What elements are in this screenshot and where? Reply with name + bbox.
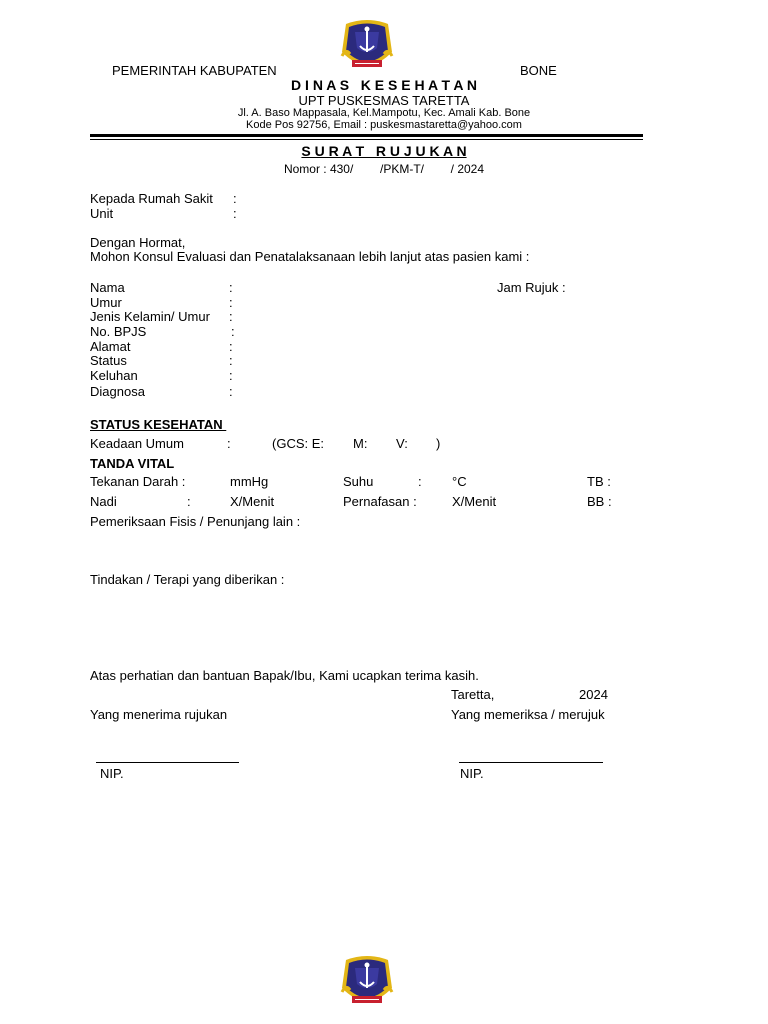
sender-label: Yang memeriksa / merujuk	[451, 707, 605, 722]
sign-year: 2024	[579, 687, 608, 702]
physical-exam-label: Pemeriksaan Fisis / Penunjang lain :	[90, 514, 301, 529]
kabupaten-label: PEMERINTAH KABUPATEN	[112, 63, 277, 78]
header-divider-thin	[90, 139, 643, 140]
field-label-keluhan: Keluhan	[90, 368, 138, 383]
height-label: TB :	[587, 474, 611, 489]
bone-regency-emblem-icon	[338, 954, 396, 1010]
status-heading: STATUS KESEHATAN	[90, 417, 227, 432]
jam-rujuk-label: Jam Rujuk :	[497, 280, 566, 295]
temperature-unit: °C	[452, 474, 467, 489]
keadaan-umum-colon: :	[227, 436, 231, 451]
hospital-label: Kepada Rumah Sakit	[90, 191, 213, 206]
sign-place: Taretta,	[451, 687, 495, 702]
field-label-bpjs: No. BPJS	[90, 324, 147, 339]
sender-nip: NIP.	[460, 766, 484, 781]
department-title: D I N A S K E S E H A T A N	[291, 77, 477, 93]
field-colon: :	[229, 353, 233, 368]
gcs-close: )	[436, 436, 441, 451]
header-divider-thick	[90, 134, 643, 137]
contact-line: Kode Pos 92756, Email : puskesmastaretta@yahoo.com	[246, 119, 522, 131]
field-colon: :	[229, 309, 233, 324]
blood-pressure-label: Tekanan Darah :	[90, 474, 186, 489]
address-line: Jl. A. Baso Mappasala, Kel.Mampotu, Kec. Amali Kab. Bone	[237, 107, 531, 119]
greeting: Dengan Hormat,	[90, 235, 186, 250]
pulse-label: Nadi	[90, 494, 117, 509]
field-label-status: Status	[90, 353, 127, 368]
respiration-label: Pernafasan :	[343, 494, 417, 509]
hospital-colon: :	[233, 191, 237, 206]
gcs-m-label: M:	[353, 436, 368, 451]
unit-label: Unit	[90, 206, 114, 221]
pulse-colon: :	[187, 494, 191, 509]
pulse-unit: X/Menit	[230, 494, 275, 509]
temperature-label: Suhu	[343, 474, 374, 489]
keadaan-umum-label: Keadaan Umum	[90, 436, 184, 451]
temperature-colon: :	[418, 474, 422, 489]
vital-heading: TANDA VITAL	[90, 456, 175, 471]
sender-signature-line	[459, 762, 603, 763]
field-label-alamat: Alamat	[90, 339, 131, 354]
receiver-label: Yang menerima rujukan	[90, 707, 228, 722]
kabupaten-name: BONE	[520, 63, 557, 78]
thanks-text: Atas perhatian dan bantuan Bapak/Ibu, Kami ucapkan terima kasih.	[90, 668, 479, 683]
respiration-unit: X/Menit	[452, 494, 497, 509]
field-label-umur: Umur	[90, 295, 122, 310]
field-colon: :	[229, 280, 233, 295]
field-colon: :	[229, 295, 233, 310]
weight-label: BB :	[587, 494, 612, 509]
receiver-nip: NIP.	[100, 766, 124, 781]
blood-pressure-unit: mmHg	[230, 474, 269, 489]
gcs-label: (GCS: E:	[272, 436, 325, 451]
gcs-v-label: V:	[396, 436, 408, 451]
field-colon: :	[229, 384, 233, 399]
field-label-nama: Nama	[90, 280, 125, 295]
bone-regency-emblem-icon	[338, 18, 396, 74]
field-label-diagnosa: Diagnosa	[90, 384, 145, 399]
document-title: S U R A T R U J U K A N	[301, 143, 467, 159]
document-number: Nomor : 430/ /PKM-T/ / 2024	[283, 162, 485, 176]
unit-name: UPT PUSKESMAS TARETTA	[298, 93, 470, 108]
receiver-signature-line	[96, 762, 239, 763]
field-colon: :	[229, 339, 233, 354]
field-colon: :	[229, 368, 233, 383]
field-colon: :	[231, 324, 235, 339]
treatment-label: Tindakan / Terapi yang diberikan :	[90, 572, 285, 587]
request-text: Mohon Konsul Evaluasi dan Penatalaksanaan lebih lanjut atas pasien kami :	[90, 249, 530, 264]
field-label-jenis-kelamin: Jenis Kelamin/ Umur	[90, 309, 210, 324]
unit-colon: :	[233, 206, 237, 221]
